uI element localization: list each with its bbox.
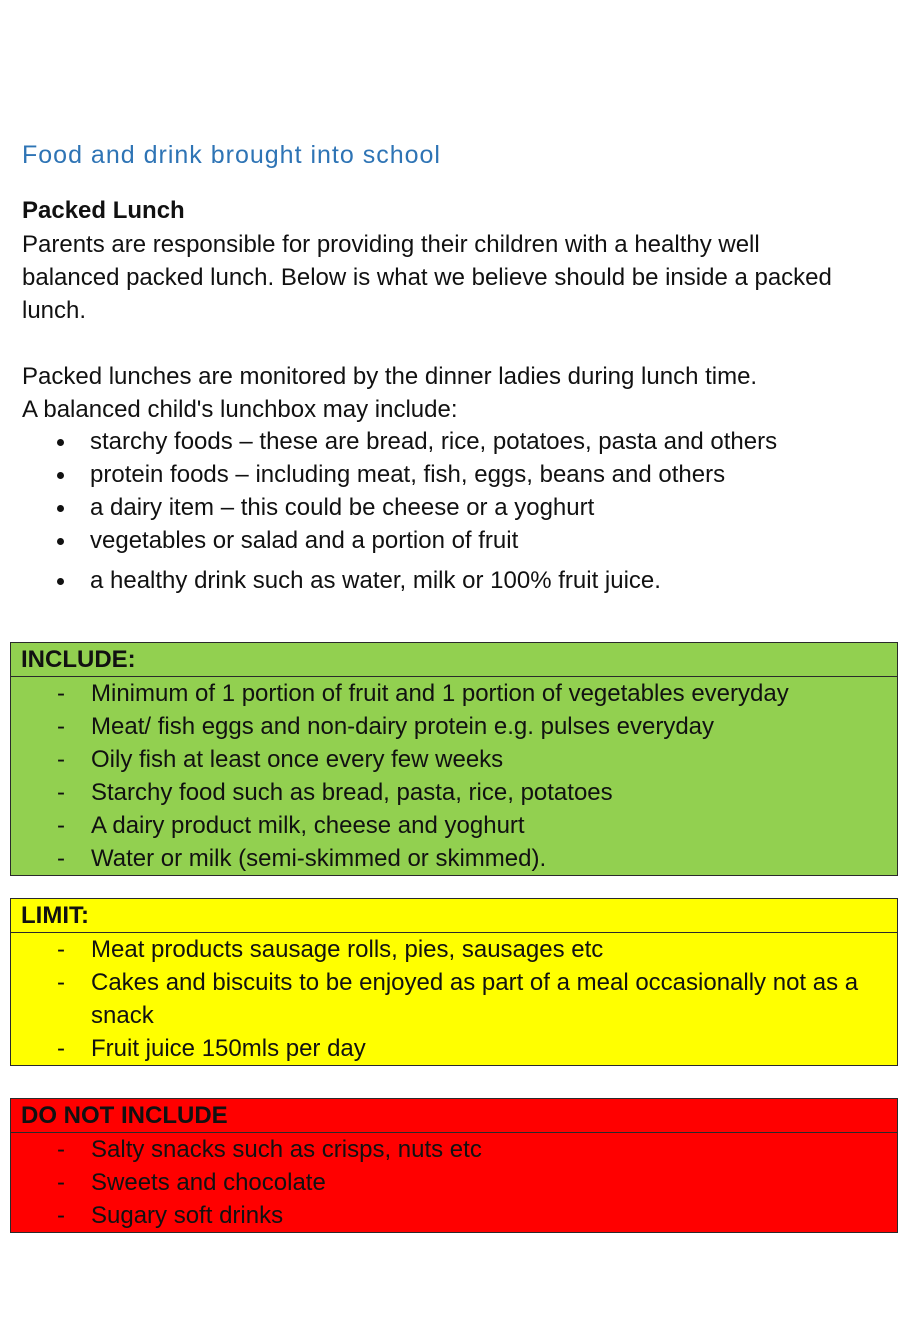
dash-marker: - bbox=[57, 1136, 65, 1163]
monitor-text: Packed lunches are monitored by the dinner ladies during lunch time. bbox=[22, 363, 758, 390]
list-item bbox=[11, 933, 897, 966]
dash-marker: - bbox=[57, 680, 65, 707]
page-heading: Food and drink brought into school bbox=[22, 141, 441, 169]
list-item bbox=[11, 842, 897, 875]
list-item-text: A dairy product milk, cheese and yoghurt bbox=[91, 812, 525, 839]
list-item bbox=[11, 966, 897, 1032]
include-box bbox=[10, 642, 898, 876]
lunchbox-intro: A balanced child's lunchbox may include: bbox=[22, 396, 458, 423]
do-not-include-box-title: DO NOT INCLUDE bbox=[11, 1099, 897, 1133]
list-item-text: protein foods – including meat, fish, eggs, beans and others bbox=[90, 461, 726, 488]
limit-box bbox=[10, 898, 898, 1066]
bullet-icon bbox=[57, 505, 64, 512]
dash-marker: - bbox=[57, 746, 65, 773]
dash-marker: - bbox=[57, 713, 65, 740]
list-item bbox=[11, 1199, 897, 1232]
list-item bbox=[0, 564, 777, 597]
list-item-text: Meat products sausage rolls, pies, sausages etc bbox=[91, 936, 604, 963]
bullet-icon bbox=[57, 439, 64, 446]
dash-marker: - bbox=[57, 779, 65, 806]
include-box-title: INCLUDE: bbox=[11, 643, 897, 677]
do-not-include-list bbox=[11, 1133, 897, 1232]
intro-line-2: balanced packed lunch. Below is what we believe should be inside a packed bbox=[22, 264, 832, 291]
dash-marker: - bbox=[57, 845, 65, 872]
list-item bbox=[11, 677, 897, 710]
intro-line-1: Parents are responsible for providing their children with a healthy well bbox=[22, 231, 760, 258]
do-not-include-box bbox=[10, 1098, 898, 1233]
list-item-text: Starchy food such as bread, pasta, rice, potatoes bbox=[91, 779, 613, 806]
list-item-text: Fruit juice 150mls per day bbox=[91, 1035, 366, 1062]
lunchbox-list bbox=[0, 425, 777, 597]
list-item bbox=[11, 809, 897, 842]
list-item-text: Salty snacks such as crisps, nuts etc bbox=[91, 1136, 482, 1163]
list-item bbox=[11, 1032, 897, 1065]
list-item bbox=[11, 1133, 897, 1166]
list-item-text: Minimum of 1 portion of fruit and 1 portion of vegetables everyday bbox=[91, 680, 789, 707]
list-item-text: a healthy drink such as water, milk or 100% fruit juice. bbox=[90, 567, 661, 594]
dash-marker: - bbox=[57, 969, 65, 996]
list-item bbox=[0, 425, 777, 458]
bullet-icon bbox=[57, 578, 64, 585]
list-item bbox=[11, 743, 897, 776]
list-item bbox=[0, 458, 777, 491]
list-item-text: Oily fish at least once every few weeks bbox=[91, 746, 504, 773]
dash-marker: - bbox=[57, 812, 65, 839]
dash-marker: - bbox=[57, 936, 65, 963]
limit-list bbox=[11, 933, 897, 1065]
list-item-text: Water or milk (semi-skimmed or skimmed). bbox=[91, 845, 547, 872]
include-list bbox=[11, 677, 897, 875]
list-item bbox=[11, 710, 897, 743]
list-item-text: Cakes and biscuits to be enjoyed as part of a meal occasionally not as a snack bbox=[91, 969, 859, 1029]
list-item-text: Sugary soft drinks bbox=[91, 1202, 284, 1229]
dash-marker: - bbox=[57, 1169, 65, 1196]
bullet-icon bbox=[57, 472, 64, 479]
limit-box-title: LIMIT: bbox=[11, 899, 897, 933]
list-item-text: a dairy item – this could be cheese or a yoghurt bbox=[90, 494, 595, 521]
list-item bbox=[0, 491, 777, 524]
bullet-icon bbox=[57, 538, 64, 545]
list-item bbox=[0, 524, 777, 557]
intro-line-3: lunch. bbox=[22, 297, 87, 324]
section-title-packed-lunch: Packed Lunch bbox=[22, 197, 185, 224]
list-item-text: vegetables or salad and a portion of fruit bbox=[90, 527, 519, 554]
list-item-text: starchy foods – these are bread, rice, potatoes, pasta and others bbox=[90, 428, 778, 455]
list-item-text: Sweets and chocolate bbox=[91, 1169, 326, 1196]
dash-marker: - bbox=[57, 1202, 65, 1229]
list-item bbox=[11, 1166, 897, 1199]
list-item bbox=[11, 776, 897, 809]
list-item-text: Meat/ fish eggs and non-dairy protein e.g. pulses everyday bbox=[91, 713, 715, 740]
dash-marker: - bbox=[57, 1035, 65, 1062]
